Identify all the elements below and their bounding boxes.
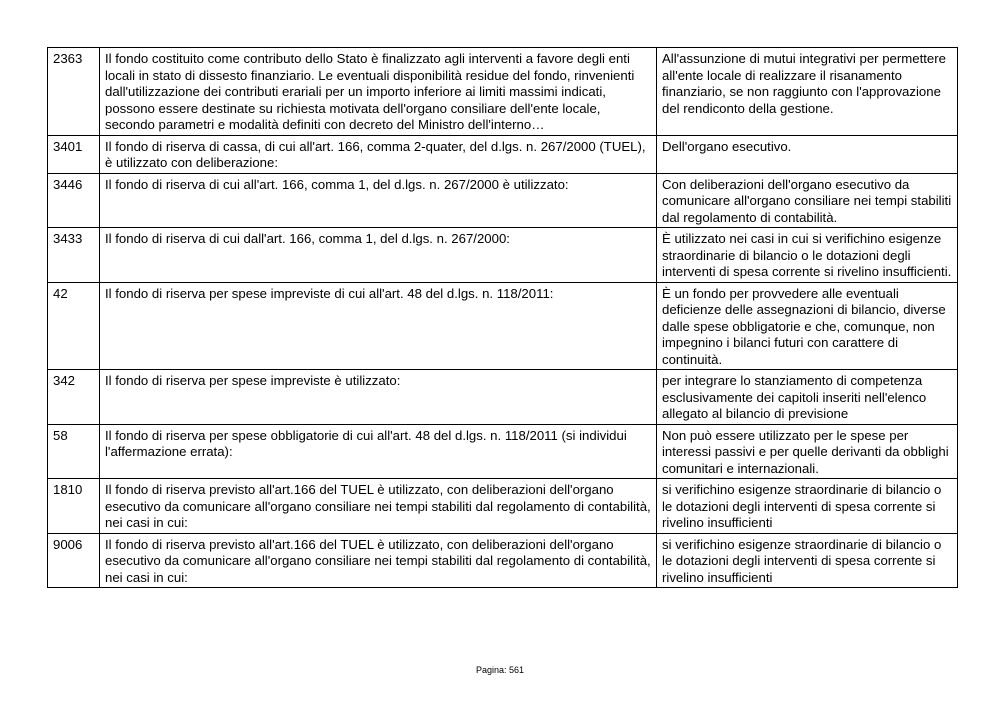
question-id: 3433 — [48, 228, 100, 283]
question-text: Il fondo di riserva di cui dall'art. 166, comma 1, del d.lgs. n. 267/2000: — [100, 228, 657, 283]
answer-text: È un fondo per provvedere alle eventuali deficienze delle assegnazioni di bilancio, diverse dalle spese obbligatorie e che, comunque, non impegnino i bilanci futuri con carattere di continuità. — [657, 282, 958, 370]
question-id: 42 — [48, 282, 100, 370]
answer-text: per integrare lo stanziamento di competenza esclusivamente dei capitoli inseriti nell'elenco allegato al bilancio di previsione — [657, 370, 958, 425]
answer-text: Non può essere utilizzato per le spese per interessi passivi e per quelle derivanti da obblighi comunitari e internazionali. — [657, 424, 958, 479]
answer-text: si verifichino esigenze straordinarie di bilancio o le dotazioni degli interventi di spesa corrente si rivelino insufficienti — [657, 479, 958, 534]
table-row — [48, 282, 958, 370]
question-text: Il fondo di riserva previsto all'art.166 del TUEL è utilizzato, con deliberazioni dell'organo esecutivo da comunicare all'organo consiliare nei tempi stabiliti dal regolamento di contabilità, nei casi in cui: — [100, 479, 657, 534]
question-text: Il fondo di riserva per spese obbligatorie di cui all'art. 48 del d.lgs. n. 118/2011 (si individui l'affermazione errata): — [100, 424, 657, 479]
table-row — [48, 173, 958, 228]
question-id: 9006 — [48, 533, 100, 588]
question-id: 342 — [48, 370, 100, 425]
question-text: Il fondo di riserva per spese impreviste di cui all'art. 48 del d.lgs. n. 118/2011: — [100, 282, 657, 370]
table-row — [48, 228, 958, 283]
table-row — [48, 370, 958, 425]
answer-text: si verifichino esigenze straordinarie di bilancio o le dotazioni degli interventi di spesa corrente si rivelino insufficienti — [657, 533, 958, 588]
question-text: Il fondo di riserva per spese impreviste è utilizzato: — [100, 370, 657, 425]
question-id: 2363 — [48, 48, 100, 136]
answer-text: Dell'organo esecutivo. — [657, 135, 958, 173]
question-id: 58 — [48, 424, 100, 479]
answer-text: All'assunzione di mutui integrativi per permettere all'ente locale di realizzare il risanamento finanziario, se non raggiunto con l'approvazione del rendiconto della gestione. — [657, 48, 958, 136]
answer-text: Con deliberazioni dell'organo esecutivo da comunicare all'organo consiliare nei tempi stabiliti dal regolamento di contabilità. — [657, 173, 958, 228]
table-row — [48, 424, 958, 479]
question-text: Il fondo costituito come contributo dello Stato è finalizzato agli interventi a favore degli enti locali in stato di dissesto finanziario. Le eventuali disponibilità residue del fondo, rinvenienti dall'utilizzazione dei contributi erariali per un importo inferiore ai limiti massimi indicati, possono essere destinate su richiesta motivata dell'organo consiliare dell'ente locale, secondo parametri e modalità definiti con decreto del Ministro dell'interno… — [100, 48, 657, 136]
question-table — [47, 47, 958, 588]
table-row — [48, 48, 958, 136]
page-number: Pagina: 561 — [475, 665, 525, 675]
table-row — [48, 479, 958, 534]
question-id: 3401 — [48, 135, 100, 173]
table-row — [48, 135, 958, 173]
question-text: Il fondo di riserva di cui all'art. 166, comma 1, del d.lgs. n. 267/2000 è utilizzato: — [100, 173, 657, 228]
answer-text: È utilizzato nei casi in cui si verifichino esigenze straordinarie di bilancio o le dotazioni degli interventi di spesa corrente si rivelino insufficienti. — [657, 228, 958, 283]
table-row — [48, 533, 958, 588]
question-text: Il fondo di riserva previsto all'art.166 del TUEL è utilizzato, con deliberazioni dell'organo esecutivo da comunicare all'organo consiliare nei tempi stabiliti dal regolamento di contabilità, nei casi in cui: — [100, 533, 657, 588]
question-id: 3446 — [48, 173, 100, 228]
question-text: Il fondo di riserva di cassa, di cui all'art. 166, comma 2-quater, del d.lgs. n. 267/2000 (TUEL), è utilizzato con deliberazione: — [100, 135, 657, 173]
question-id: 1810 — [48, 479, 100, 534]
